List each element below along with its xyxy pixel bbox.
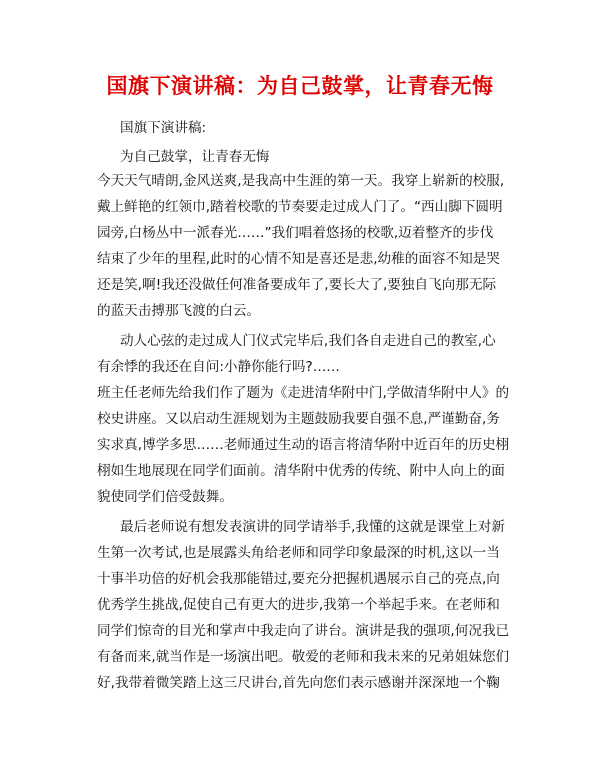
text-line: 十事半功倍的好机会我那能错过,要充分把握机遇展示自己的亮点,向 — [97, 571, 500, 587]
text-line: 校史讲座。又以启动生涯规划为主题鼓励我要自强不息,严谨勤奋,务 — [97, 411, 500, 427]
text-line: 好,我带着微笑踏上这三尺讲台,首先向您们表示感谢并深深地一个鞠 — [97, 675, 500, 691]
text-line: 生第一次考试,也是展露头角给老师和同学印象最深的时机,这以一当 — [97, 545, 500, 561]
text-line: 动人心弦的走过成人门仪式完毕后,我们各自走进自己的教室,心 — [120, 333, 496, 349]
text-line: 有余悸的我还在自问:小静你能行吗?…… — [97, 359, 340, 375]
text-line: 今天天气晴朗,金风送爽,是我高中生涯的第一天。我穿上崭新的校服, — [97, 173, 505, 189]
text-line: 貌使同学们倍受鼓舞。 — [97, 489, 233, 505]
text-line: 有备而来,就当作是一场演出吧。敬爱的老师和我未来的兄弟姐妹您们 — [97, 649, 510, 665]
text-line: 为自己鼓掌，让青春无悔 — [120, 149, 270, 165]
text-line: 栩如生地展现在同学们面前。清华附中优秀的传统、附中人向上的面 — [97, 463, 505, 479]
text-line: 班主任老师先给我们作了题为《走进清华附中门,学做清华附中人》的 — [97, 385, 510, 401]
text-line: 最后老师说有想发表演讲的同学请举手,我懂的这就是课堂上对新 — [120, 519, 505, 535]
text-line: 同学们惊奇的目光和掌声中我走向了讲台。演讲是我的强项,何况我已 — [97, 623, 510, 639]
text-line: 国旗下演讲稿: — [120, 120, 207, 136]
text-line: 戴上鲜艳的红领巾,踏着校歌的节奏要走过成人门了。“西山脚下圆明 — [97, 199, 503, 215]
text-line: 园旁,白杨丛中一派春光……”我们唱着悠扬的校歌,迈着整齐的步伐 — [97, 225, 494, 241]
text-line: 结束了少年的里程,此时的心情不知是喜还是悲,幼稚的面容不知是哭 — [97, 251, 500, 267]
document-title: 国旗下演讲稿：为自己鼓掌，让青春无悔 — [106, 73, 494, 98]
text-line: 的蓝天击搏那飞渡的白云。 — [97, 303, 261, 319]
text-line: 优秀学生挑战,促使自己有更大的进步,我第一个举起手来。在老师和 — [97, 597, 500, 613]
text-line: 还是笑,啊!我还没做任何准备要成年了,要长大了,要独自飞向那无际 — [97, 277, 497, 293]
text-line: 实求真,博学多思……老师通过生动的语言将清华附中近百年的历史栩 — [97, 437, 510, 453]
